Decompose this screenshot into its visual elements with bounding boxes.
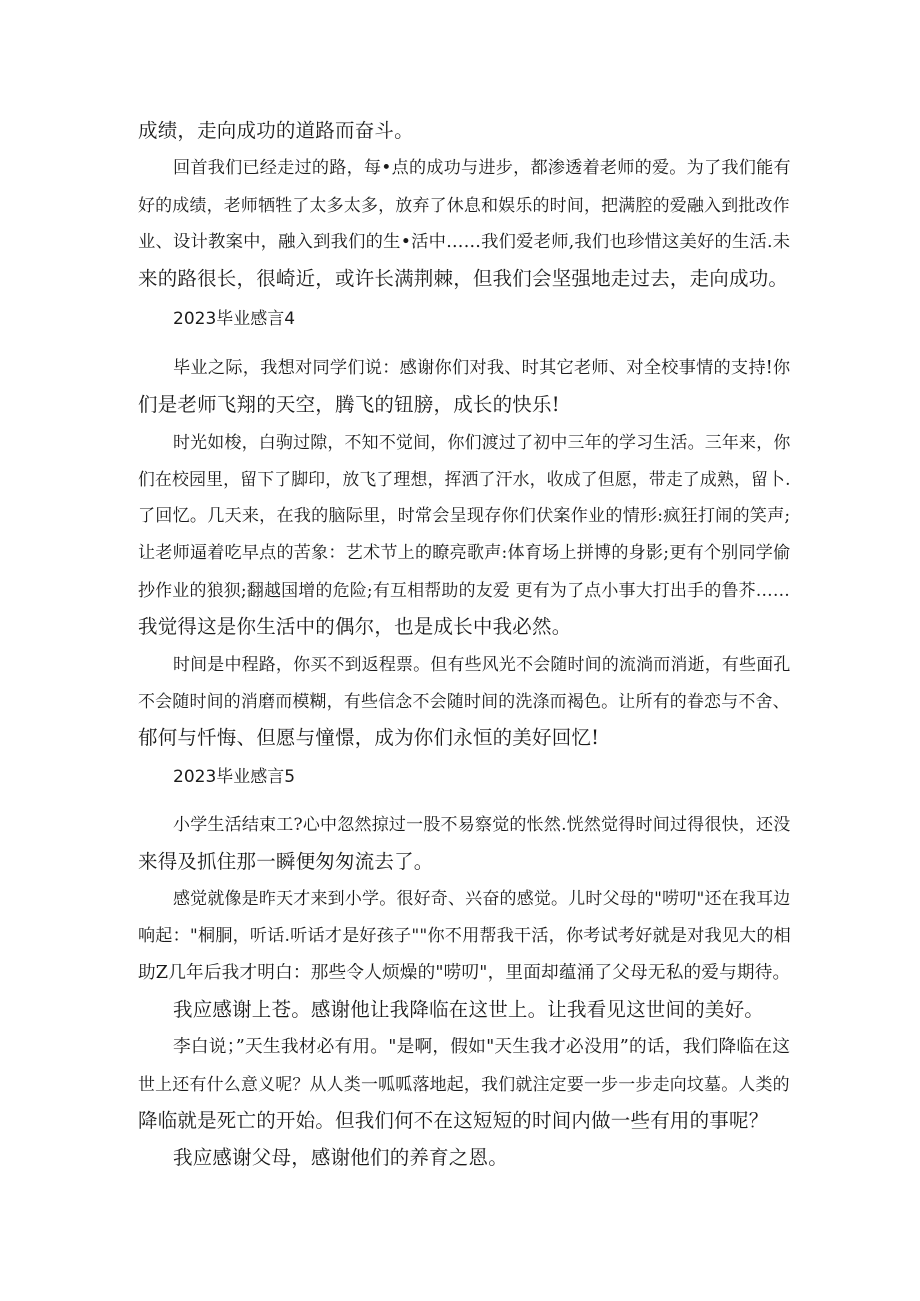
paragraph-line: 来得及抓住那一瞬便匆匆流去了。 [138, 850, 434, 873]
paragraph-line: 降临就是死亡的开始。但我们何不在这短短的时间内做一些有用的事呢？ [138, 1109, 769, 1132]
paragraph-line: 毕业之际，我想对同学们说：感谢你们对我、时其它老师、对全校事情的支持!你 [173, 358, 791, 378]
paragraph-line: 成绩，走向成功的道路而奋斗。 [138, 119, 414, 142]
paragraph-line: 感觉就像是昨天才来到小学。很好奇、兴奋的感觉。儿时父母的"唠叨"还在我耳边 [173, 889, 791, 909]
paragraph-line: 时光如梭，白驹过隙，不知不觉间，你们渡过了初中三年的学习生活。三年来，你 [173, 432, 791, 452]
paragraph-line: 来的路很长，很崎近，或许长满荆棘，但我们会坚强地走过去，走向成功。 [138, 267, 789, 290]
paragraph-line: 们在校园里，留下了脚印，放飞了理想，挥洒了汗水，收成了但愿，带走了成熟，留卜. [138, 469, 791, 489]
paragraph-line: 们是老师飞翔的天空，腾飞的钮膀，成长的快乐! [138, 393, 560, 416]
paragraph-line: 业、设计教案中，融入到我们的生•活中……我们爱老师,我们也珍惜这美好的生活.未 [138, 232, 791, 252]
section-heading: 2023毕业感言5 [173, 767, 296, 787]
paragraph-line: 好的成绩，老师牺牲了太多太多，放弃了休息和娱乐的时间，把满腔的爱融入到批改作 [138, 195, 790, 215]
section-heading: 2023毕业感言4 [173, 309, 296, 329]
paragraph-line: 小学生活结束工?心中忽然掠过一股不易察觉的怅然.恍然觉得时间过得很快，还没 [173, 815, 791, 835]
paragraph-line: 让老师逼着吃早点的苦象：艺术节上的瞭亮歌声:体育场上拼博的身影;更有个别同学偷 [138, 543, 791, 563]
paragraph-line: 了回忆。几天来，在我的脑际里，时常会呈现存你们伏案作业的情形:疯狂打闹的笑声; [138, 506, 791, 526]
paragraph-line: 时间是中程路，你买不到返程票。但有些风光不会随时间的流淌而消逝，有些面孔 [173, 654, 791, 674]
paragraph-line: 我应感谢上苍。感谢他让我降临在这世上。让我看见这世间的美好。 [173, 998, 765, 1021]
paragraph-line: 李白说；”天生我材必有用。"是啊，假如"天生我才必没用”的话，我们降临在这 [173, 1037, 791, 1057]
paragraph-line: 郁何与忏悔、但愿与憧憬，成为你们永恒的美好回忆! [138, 726, 600, 749]
paragraph-line: 不会随时间的消磨而模糊，有些信念不会随时间的洗涤而褐色。让所有的眷恋与不舍、 [138, 691, 790, 711]
paragraph-line: 我觉得这是你生活中的偶尔，也是成长中我必然。 [138, 615, 572, 638]
paragraph-line: 抄作业的狼狈;翻越国增的危险;有互相帮助的友爱 更有为了点小事大打出手的鲁芥…… [138, 580, 791, 600]
paragraph-line: 回首我们已经走过的路，每•点的成功与进步，都渗透着老师的爱。为了我们能有 [173, 158, 791, 178]
paragraph-line: 我应感谢父母，感谢他们的养育之恩。 [173, 1146, 508, 1169]
paragraph-line: 助Z几年后我才明白：那些令人烦燥的"唠叨"，里面却蕴涌了父母无私的爱与期待。 [138, 963, 791, 983]
paragraph-line: 世上还有什么意义呢？从人类一呱呱落地起，我们就注定要一步一步走向坟墓。人类的 [138, 1074, 790, 1094]
paragraph-line: 响起："桐胴，听话.听话才是好孩子""你不用帮我干活，你考试考好就是对我见大的相 [138, 926, 791, 946]
